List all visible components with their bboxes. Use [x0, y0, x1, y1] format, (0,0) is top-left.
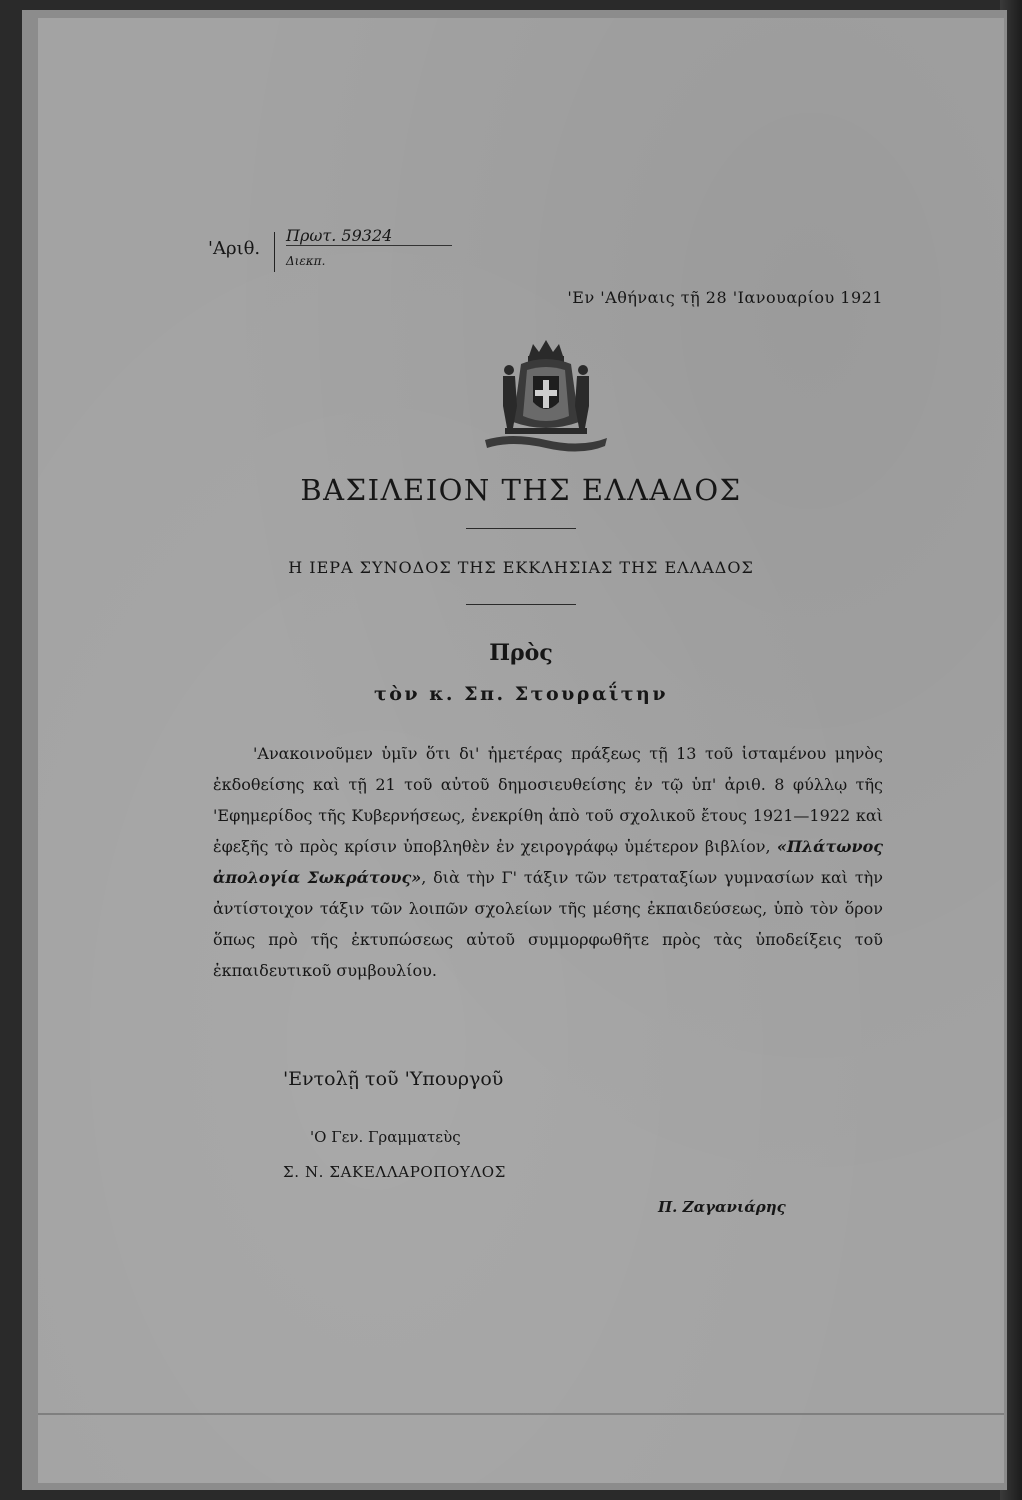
body-part-2: , διὰ τὴν Γ' τάξιν τῶν τετραταξίων γυμνασίων καὶ τὴν ἀντίστοιχον τάξιν τῶν λοιπῶν σχολείων τῆς μέσης ἐκπαιδεύσεως, ὑπὸ τὸν ὅρον ὅπως πρὸ τῆς ἐκτυπώσεως αὐτοῦ συμμορφωθῆτε πρὸς τὰς ὑποδείξεις τοῦ ἐκπαιδευτικοῦ συμβουλίου.	[213, 868, 883, 980]
heading-divider	[466, 528, 576, 529]
protocol-number: Πρωτ. 59324	[286, 226, 452, 246]
secretary-general-title: 'Ο Γεν. Γραμματεὺς	[310, 1128, 461, 1146]
dispatch-label: Διεκπ.	[286, 254, 326, 268]
royal-coat-of-arms-icon	[481, 336, 611, 458]
minister-order: 'Εντολῇ τοῦ 'Υπουργοῦ	[283, 1068, 504, 1090]
letter-body	[213, 738, 883, 986]
signature: Π. Ζαγανιάρης	[658, 1198, 786, 1216]
recipient-name: τὸν κ. Σπ. Στουραΐτην	[373, 683, 669, 705]
date-line: 'Εν 'Αθήναις τῇ 28 'Ιανουαρίου 1921	[567, 288, 883, 307]
paper-fold	[38, 1413, 1004, 1415]
document-page	[38, 18, 1004, 1483]
synod-divider	[466, 604, 576, 605]
secretary-general-name: Σ. Ν. ΣΑΚΕΛΛΑΡΟΠΟΥΛΟΣ	[283, 1163, 506, 1181]
reference-label: 'Αριθ.	[208, 238, 261, 259]
body-part-1: 'Ανακοινοῦμεν ὑμῖν ὅτι δι' ἡμετέρας πράξεως τῇ 13 τοῦ ἱσταμένου μηνὸς ἐκδοθείσης καὶ τῇ 21 τοῦ αὐτοῦ δημοσιευθείσης ἐν τῷ ὑπ' ἀριθ. 8 φύλλῳ τῆς 'Εφημερίδος τῆς Κυβερνήσεως, ἐνεκρίθη ἀπὸ τοῦ σχολικοῦ ἔτους 1921—1922 καὶ ἐφεξῆς τὸ πρὸς κρίσιν ὑποβληθὲν ἐν χειρογράφῳ ὑμέτερον βιβλίον,	[213, 744, 883, 856]
kingdom-heading: ΒΑΣΙΛΕΙΟΝ ΤΗΣ ΕΛΛΑΔΟΣ	[300, 473, 742, 507]
reference-number-block	[208, 226, 508, 286]
brace-mark	[274, 232, 283, 272]
book-title: «Πλάτωνος ἀπολογία Σωκράτους»	[213, 837, 884, 887]
synod-heading: Η ΙΕΡΑ ΣΥΝΟΔΟΣ ΤΗΣ ΕΚΚΛΗΣΙΑΣ ΤΗΣ ΕΛΛΑΔΟΣ	[288, 558, 754, 577]
recipient-preposition: Πρὸς	[489, 640, 553, 666]
